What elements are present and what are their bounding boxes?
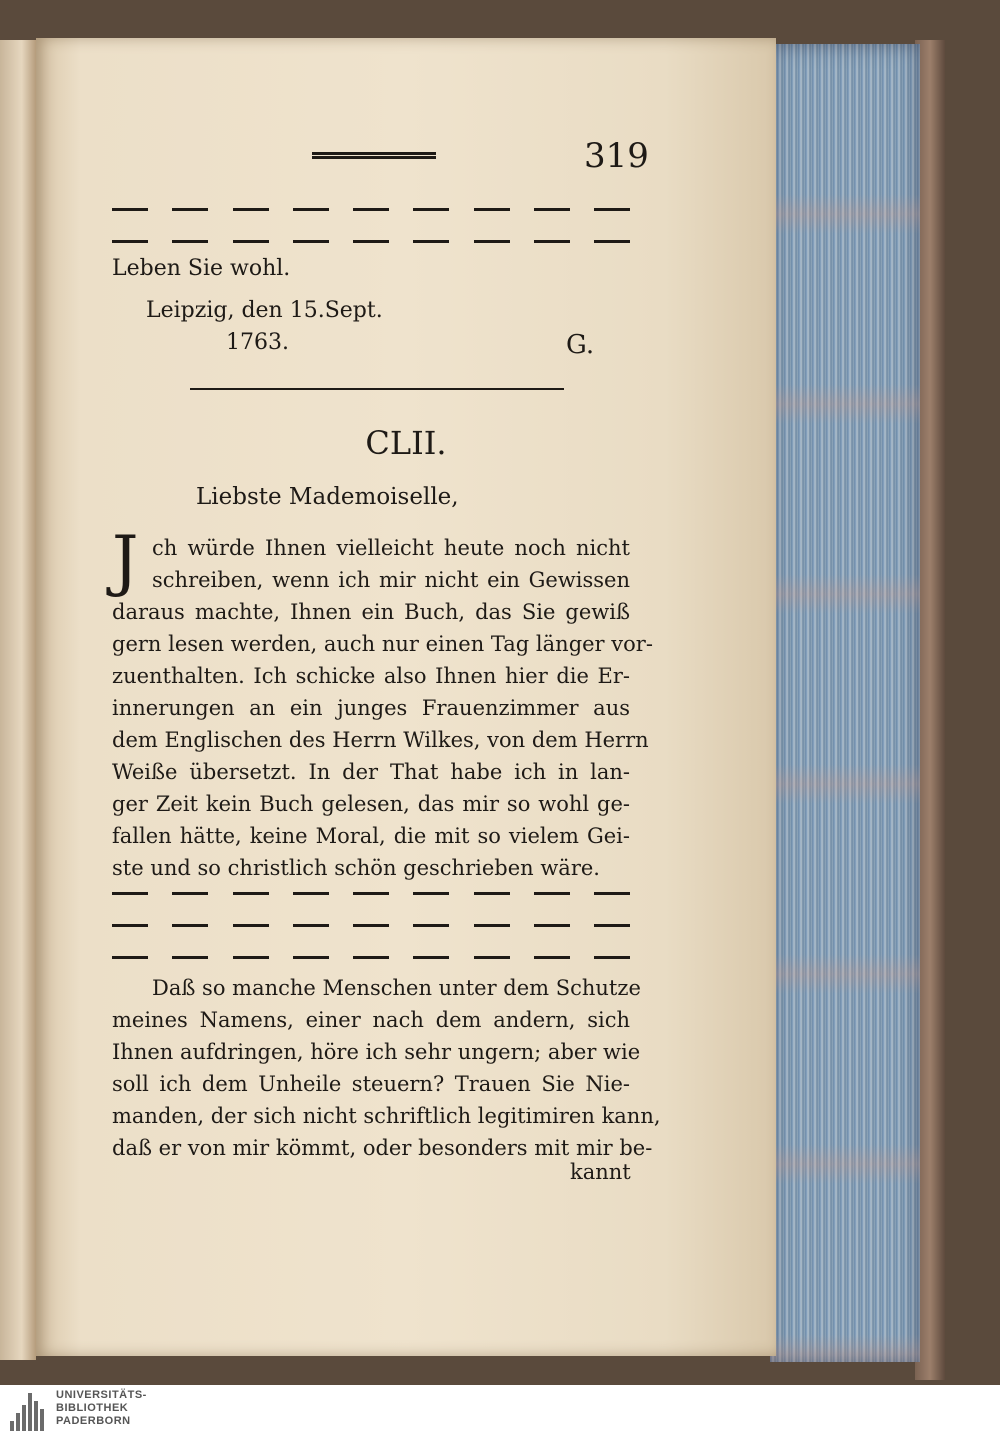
text-line: ste und so christlich schön geschrieben wäre. (112, 856, 600, 880)
salutation: Liebste Mademoiselle, (196, 484, 459, 510)
drop-cap: J (112, 522, 139, 599)
section-rule (190, 388, 564, 390)
page-edges (770, 44, 920, 1362)
text-line: meines Namens, einer nach dem andern, sich (112, 1008, 630, 1032)
text-line: gern lesen werden, auch nur einen Tag länger vor- (112, 632, 653, 656)
header-rule (312, 152, 436, 159)
ellipsis-dashes (112, 208, 630, 212)
year: 1763. (226, 330, 289, 355)
left-page-edge (0, 40, 36, 1360)
text-line: zuenthalten. Ich schicke also Ihnen hier die Er- (112, 664, 630, 688)
page-number: 319 (584, 136, 649, 176)
text-line: Daß so manche Menschen unter dem Schutze (152, 976, 641, 1000)
logo-line: PADERBORN (56, 1415, 131, 1427)
text-line: ch würde Ihnen vielleicht heute noch nicht (152, 536, 630, 560)
library-logo-icon (10, 1393, 50, 1431)
ellipsis-dashes (112, 240, 630, 244)
catchword: kannt (570, 1160, 631, 1184)
signature: G. (566, 330, 595, 360)
closing-line: Leben Sie wohl. (112, 256, 291, 281)
text-line: Ihnen aufdringen, höre ich sehr ungern; aber wie (112, 1040, 641, 1064)
ellipsis-dashes (112, 956, 630, 960)
text-line: dem Englischen des Herrn Wilkes, von dem Herrn (112, 728, 649, 752)
logo-line: BIBLIOTHEK (56, 1402, 129, 1414)
logo-line: UNIVERSITÄTS- (56, 1389, 147, 1401)
text-line: fallen hätte, keine Moral, die mit so vielem Gei- (112, 824, 630, 848)
text-line: manden, der sich nicht schriftlich legitimiren kann, (112, 1104, 661, 1128)
text-line: daraus machte, Ihnen ein Buch, das Sie gewiß (112, 600, 630, 624)
text-line: soll ich dem Unheile steuern? Trauen Sie Nie- (112, 1072, 630, 1096)
footer-bar (0, 1385, 1000, 1437)
text-line: daß er von mir kömmt, oder besonders mit mir be- (112, 1136, 653, 1160)
text-line: ger Zeit kein Buch gelesen, das mir so wohl ge- (112, 792, 630, 816)
ellipsis-dashes (112, 892, 630, 896)
chapter-heading: CLII. (365, 424, 447, 462)
place-date: Leipzig, den 15.Sept. (146, 298, 383, 323)
text-line: innerungen an ein junges Frauenzimmer aus (112, 696, 630, 720)
library-logo-text (56, 1389, 147, 1428)
text-line: Weiße übersetzt. In der That habe ich in lan- (112, 760, 630, 784)
text-line: schreiben, wenn ich mir nicht ein Gewissen (152, 568, 630, 592)
ellipsis-dashes (112, 924, 630, 928)
